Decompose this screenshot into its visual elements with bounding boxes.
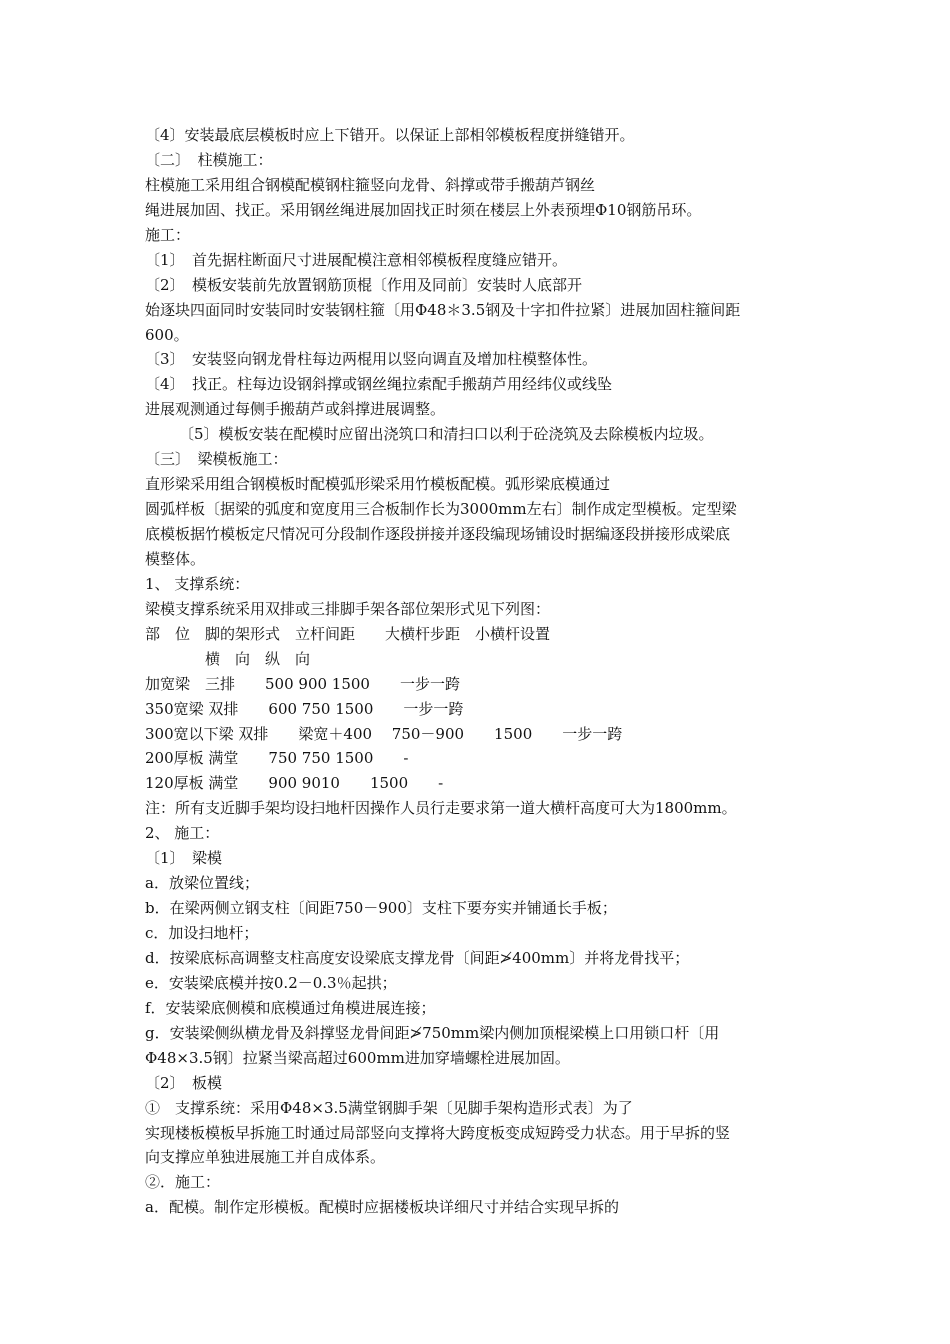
table-row: 350宽梁 双排 600 750 1500 一步一跨 xyxy=(145,699,464,718)
list-item: b．在梁两侧立钢支柱〔间距750－900〕支柱下要夯实并铺通长手板； xyxy=(145,899,617,918)
text-line: Φ48×3.5钢〕拉紧当梁高超过600mm进加穿墙螺栓进展加固。 xyxy=(145,1048,570,1067)
text-line: 底模板据竹模板定尺情况可分段制作逐段拼接并逐段编现场铺设时据编逐段拼接形成梁底 xyxy=(145,525,731,543)
text-line: 绳进展加固、找正。采用钢丝绳进展加固找正时须在楼层上外表预埋Φ10钢筋吊环。 xyxy=(145,200,702,219)
table-row: 120厚板 满堂 900 9010 1500 - xyxy=(145,774,444,793)
table-row: 加宽梁 三排 500 900 1500 一步一跨 xyxy=(145,674,460,693)
text-line: 进展观测通过每侧手搬葫芦或斜撑进展调整。 xyxy=(145,400,446,419)
table-header-row: 部 位 脚的架形式 立杆间距 大横杆步距 小横杆设置 xyxy=(145,624,551,643)
list-item: g．安装梁侧纵横龙骨及斜撑竖龙骨间距≯750mm梁内侧加顶棍梁模上口用锁口杆〔用 xyxy=(145,1023,720,1042)
text-line: 〔1〕 首先据柱断面尺寸进展配模注意相邻模板程度缝应错开。 xyxy=(145,250,568,269)
text-line: ① 支撑系统：采用Φ48×3.5满堂钢脚手架〔见脚手架构造形式表〕为了 xyxy=(145,1098,633,1117)
text-line: 〔3〕 安装竖向钢龙骨柱每边两棍用以竖向调直及增加柱模整体性。 xyxy=(145,350,598,369)
text-line: 实现楼板模板早拆施工时通过局部竖向支撑将大跨度板变成短跨受力状态。用于早拆的竖 xyxy=(145,1123,731,1142)
text-line: 〔2〕 板模 xyxy=(145,1073,223,1092)
section-heading: 〔三〕 梁模板施工： xyxy=(145,450,288,469)
text-line: 〔4〕安装最底层模板时应上下错开。以保证上部相邻模板程度拼缝错开。 xyxy=(145,126,635,144)
text-line: 施工： xyxy=(145,225,191,244)
text-line: 〔2〕 模板安装前先放置钢筋顶棍〔作用及同前〕安装时人底部开 xyxy=(145,275,583,294)
text-line: 〔1〕 梁模 xyxy=(145,849,223,868)
text-line: 直形梁采用组合钢模板时配模弧形梁采用竹模板配模。弧形梁底模通过 xyxy=(145,475,611,494)
list-item: c．加设扫地杆； xyxy=(145,924,259,942)
text-line: 向支撑应单独进展施工并自成体系。 xyxy=(145,1148,386,1167)
list-item: f．安装梁底侧模和底模通过角模进展连接； xyxy=(145,998,436,1017)
text-line: 梁模支撑系统采用双排或三排脚手架各部位架形式见下列图： xyxy=(145,599,551,618)
text-line: 柱模施工采用组合钢模配模钢柱箍竖向龙骨、斜撑或带手搬葫芦钢丝 xyxy=(145,175,596,194)
list-item: e．安装梁底模并按0.2－0.3％起拱； xyxy=(145,973,397,992)
subsection-heading: 2、 施工： xyxy=(145,824,220,843)
section-heading: 〔二〕 柱模施工： xyxy=(145,150,273,169)
text-line: 圆弧样板〔据梁的弧度和宽度用三合板制作长为3000mm左右〕制作成定型模板。定型梁 xyxy=(145,500,737,519)
table-row: 300宽以下梁 双排 梁宽＋400 750－900 1500 一步一跨 xyxy=(145,724,623,743)
list-item: a．配模。制作定形模板。配模时应据楼板块详细尺寸并结合实现早拆的 xyxy=(145,1198,619,1217)
text-line: 模整体。 xyxy=(145,549,206,568)
text-line: ②．施工： xyxy=(145,1173,221,1192)
note-line: 注：所有支近脚手架均设扫地杆因操作人员行走要求第一道大横杆高度可大为1800mm。 xyxy=(145,799,737,818)
text-line: 〔5〕模板安装在配模时应留出浇筑口和清扫口以利于砼浇筑及去除模板内垃圾。 xyxy=(179,425,714,444)
subsection-heading: 1、 支撑系统： xyxy=(145,574,250,593)
list-item: d．按梁底标高调整支柱高度安设梁底支撑龙骨〔间距≯400mm〕并将龙骨找平； xyxy=(145,948,690,967)
text-line: 〔4〕 找正。柱每边设钢斜撑或钢丝绳拉索配手搬葫芦用经纬仪或线坠 xyxy=(145,375,613,394)
table-row: 200厚板 满堂 750 750 1500 - xyxy=(145,749,409,768)
text-line: 600。 xyxy=(145,325,189,344)
document-body xyxy=(145,123,810,1220)
text-line: 始逐块四面同时安装同时安装钢柱箍〔用Φ48＊3.5钢及十字扣件拉紧〕进展加固柱箍间距 xyxy=(145,300,741,319)
list-item: a．放梁位置线； xyxy=(145,874,259,893)
table-subheader-row: 横 向 纵 向 xyxy=(145,649,311,668)
